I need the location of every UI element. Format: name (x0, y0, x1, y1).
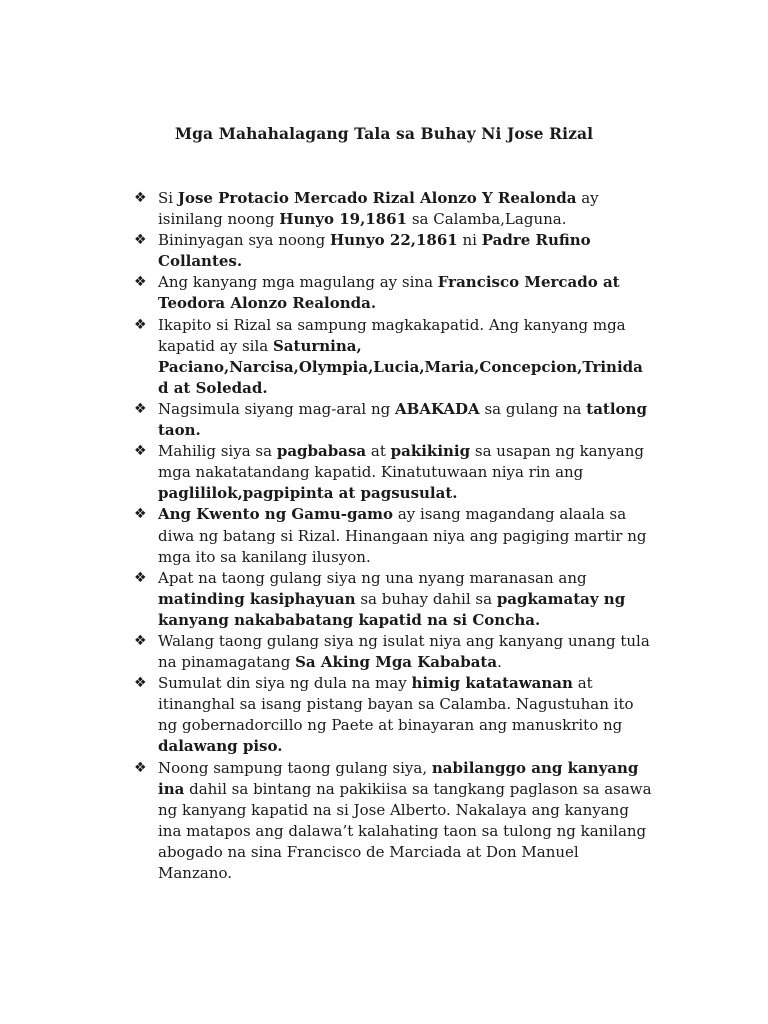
body-text: Ikapito si Rizal sa sampung magkakapatid. Ang kanyang mga kapatid ay sila (158, 315, 626, 355)
bullet-diamond-icon: ❖ (134, 632, 147, 649)
bold-text: dalawang piso. (158, 737, 283, 756)
bullet-diamond-icon: ❖ (134, 675, 147, 692)
bullet-list (134, 188, 654, 884)
bold-text: Saturnina, Paciano,Narcisa,Olympia,Lucia,Maria,Concepcion,Trinida d at Soledad. (158, 336, 643, 397)
bold-text: pagkamatay ng kanyang nakababatang kapatid na si Concha. (158, 589, 626, 629)
body-text: Nagsimula siyang mag-aral ng (158, 399, 395, 418)
bullet-diamond-icon: ❖ (134, 190, 147, 206)
bold-text: nabilanggo ang kanyang ina (158, 758, 639, 798)
bullet-diamond-icon: ❖ (134, 274, 147, 291)
list-item (134, 631, 654, 673)
bold-text: pakikinig (390, 442, 471, 461)
body-text: . (497, 653, 502, 672)
list-item (134, 230, 654, 272)
body-text: sa gulang na (479, 399, 587, 418)
body-text: ni (457, 231, 482, 250)
body-text: Si (158, 189, 178, 207)
body-text: Ang kanyang mga magulang ay sina (158, 273, 438, 292)
bold-text: pagbabasa (276, 442, 367, 461)
body-text: Noong sampung taong gulang siya, (158, 758, 432, 777)
list-item (134, 399, 654, 441)
body-text: Mahilig siya sa (158, 442, 277, 461)
body-text: sa usapan ng kanyang mga nakatatandang kapatid. Kinatutuwaan niya rin ang (158, 442, 644, 482)
bold-text: Francisco Mercado at Teodora Alonzo Realonda. (158, 273, 620, 313)
body-text: at itinanghal sa isang pistang bayan sa Calamba. Nagustuhan ito ng gobernadorcillo ng Paete at binayaran ang manuskrito ng (158, 674, 634, 735)
body-text: sa buhay dahil sa (355, 589, 497, 608)
body-text: Bininyagan sya noong (158, 231, 330, 250)
bold-text: Hunyo 19,1861 (279, 210, 408, 229)
list-item (134, 504, 654, 567)
bold-text: Padre Rufino Collantes. (158, 231, 591, 271)
bold-text: ABAKADA (395, 399, 480, 418)
bold-text: Jose Protacio Mercado Rizal Alonzo Y Realonda (177, 189, 577, 207)
bold-text: Sa Aking Mga Kababata (295, 653, 498, 672)
bullet-diamond-icon: ❖ (134, 316, 147, 333)
body-text: sa Calamba,Laguna. (407, 210, 567, 229)
body-text: dahil sa bintang na pakikiisa sa tangkang paglason sa asawa ng kanyang kapatid na si Jose Alberto. Nakalaya ang kanyang ina matapos ang dalawa’t kalahating taon sa tulong ng kanilang abogado na sina Francisco de Marciada at Don Manuel Manzano. (158, 779, 652, 882)
list-item (134, 315, 654, 399)
body-text: Walang taong gulang siya ng isulat niya ang kanyang unang tula na pinamagatang (158, 631, 650, 672)
bold-text: tatlong taon. (158, 399, 647, 440)
bold-text: paglililok,pagpipinta at pagsusulat. (158, 484, 458, 503)
body-text: at (366, 442, 391, 461)
body-text: ay isang magandang alaala sa diwa ng batang si Rizal. Hinangaan niya ang pagiging martir ng mga ito sa kanilang ilusyon. (158, 505, 647, 566)
bullet-diamond-icon: ❖ (134, 759, 147, 776)
bold-text: Hunyo 22,1861 (329, 231, 458, 250)
body-text: Apat na taong gulang siya ng una nyang maranasan ang (158, 568, 587, 587)
list-item (134, 188, 654, 230)
bullet-diamond-icon: ❖ (134, 569, 147, 586)
bullet-diamond-icon: ❖ (134, 506, 147, 523)
bold-text: himig katatawanan (411, 674, 573, 693)
list-item (134, 441, 654, 504)
bullet-diamond-icon: ❖ (134, 443, 147, 460)
body-text: Sumulat din siya ng dula na may (158, 674, 412, 693)
document-title: Mga Mahahalagang Tala sa Buhay Ni Jose Rizal (174, 124, 594, 143)
body-text: ay isinilang noong (158, 189, 599, 229)
bullet-diamond-icon: ❖ (134, 232, 147, 249)
list-item (134, 568, 654, 631)
list-item (134, 758, 654, 885)
list-item (134, 272, 654, 314)
bold-text: matinding kasiphayuan (158, 589, 356, 608)
bullet-diamond-icon: ❖ (134, 400, 147, 417)
bold-text: Ang Kwento ng Gamu-gamo (158, 505, 394, 524)
list-item (134, 673, 654, 757)
